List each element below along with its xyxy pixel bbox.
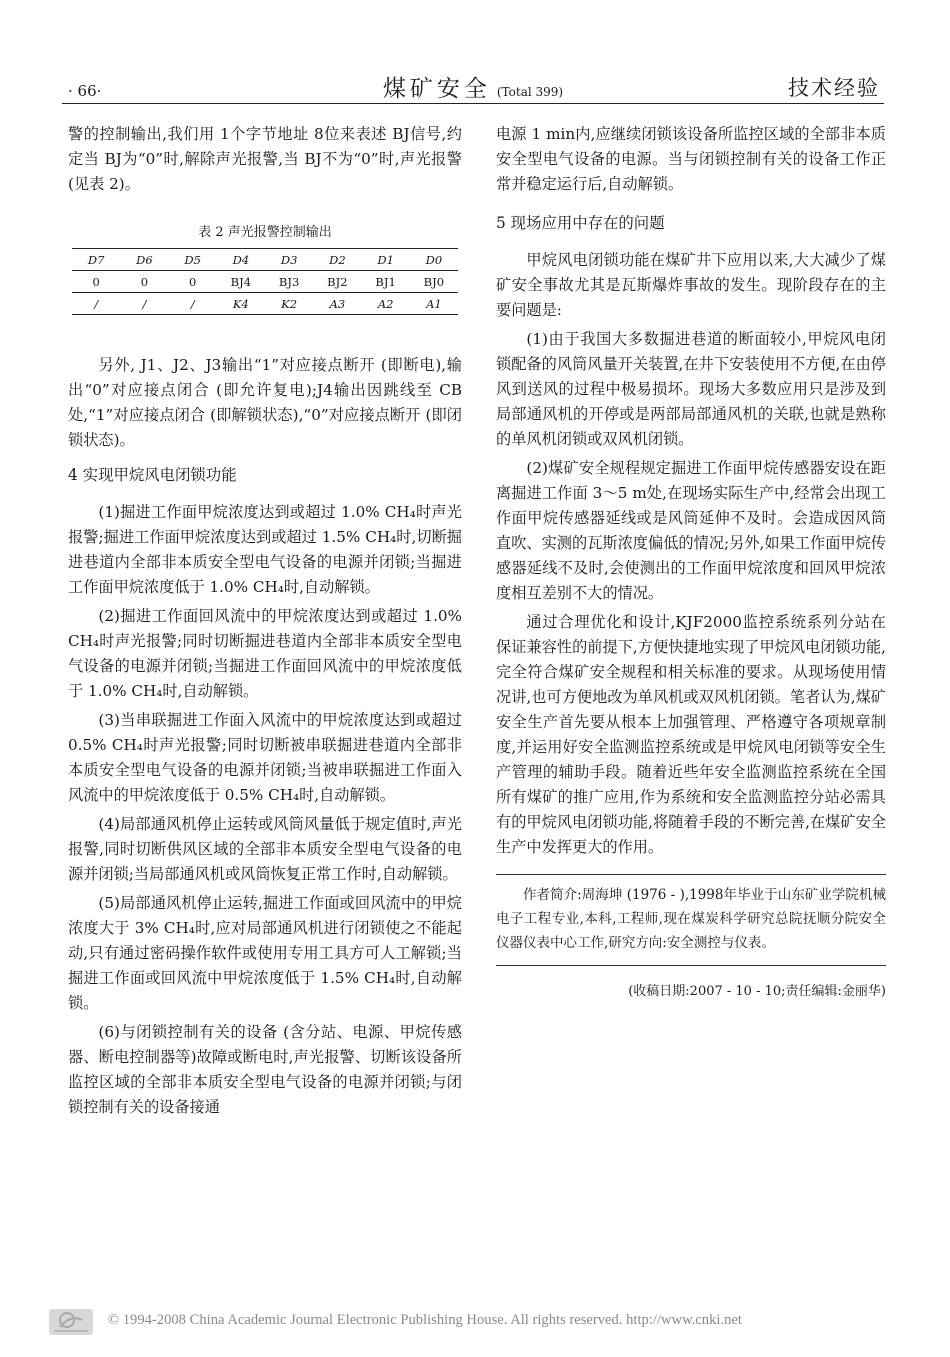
table-cell: D1 (362, 249, 410, 271)
list-item: (3)当串联掘进工作面入风流中的甲烷浓度达到或超过 0.5% CH₄时声光报警;同时切断被串联掘进巷道内全部非本质安全型电气设备的电源并闭锁;当被串联掘进工作面入风流中的甲烷浓度低于 0.5% CH₄时,自动解锁。 (68, 711, 462, 804)
table-cell: D3 (265, 249, 313, 271)
journal-header (62, 70, 884, 103)
table-cell: D5 (169, 249, 217, 271)
table-row (72, 293, 458, 315)
bio-rule-top (496, 874, 886, 875)
table-cell: / (120, 293, 168, 315)
table-row (72, 271, 458, 293)
table-cell: D0 (410, 249, 458, 271)
paragraph-continued: 电源 1 min内,应继续闭锁该设备所监控区域的全部非本质安全型电气设备的电源。当与闭锁控制有关的设备工作正常并稳定运行后,自动解锁。 (496, 125, 886, 193)
table-cell: BJ4 (230, 275, 252, 289)
bio-rule-bottom (496, 965, 886, 966)
table-cell: K2 (265, 293, 313, 315)
table-cell: A1 (410, 293, 458, 315)
list-item: (2)掘进工作面回风流中的甲烷浓度达到或超过 1.0% CH₄时声光报警;同时切断掘进巷道内全部非本质安全型电气设备的电源并闭锁;当掘进工作面回风流中的甲烷浓度低于 1.0% CH₄时,自动解锁。 (68, 607, 462, 700)
paragraph-relay-outputs: 另外, J1、J2、J3输出“1”对应接点断开 (即断电),输出“0”对应接点闭合 (即允许复电);J4输出因跳线至 CB处,“1”对应接点闭合 (即解锁状态),“0”对应接点断开 (即闭锁状态)。 (68, 356, 462, 449)
list-item: (1)由于我国大多数掘进巷道的断面较小,甲烷风电闭锁配备的风筒风量开关装置,在井下安装使用不方便,在由停风到送风的过程中极易损坏。现场大多数应用只是涉及到局部通风机的开停或是两部局部通风机的关联,也就是熟称的单风机闭锁或双风机闭锁。 (496, 330, 886, 448)
table-cell: D4 (217, 249, 265, 271)
table-cell: D7 (72, 249, 120, 271)
table-cell: BJ1 (375, 275, 396, 289)
table-cell: 0 (92, 275, 100, 289)
list-item: (6)与闭锁控制有关的设备 (含分站、电源、甲烷传感器、断电控制器等)故障或断电时,声光报警、切断该设备所监控区域的全部非本质安全型电气设备的电源并闭锁;与闭锁控制有关的设备接通 (68, 1023, 462, 1116)
paragraph-bj-signal: 警的控制输出,我们用 1个字节地址 8位来表述 BJ信号,约定当 BJ为“0”时,解除声光报警,当 BJ不为“0”时,声光报警 (见表 2)。 (68, 125, 462, 193)
table-cell: BJ3 (278, 275, 300, 289)
table-cell: BJ0 (423, 275, 445, 289)
left-column (68, 122, 462, 1120)
list-item: (1)掘进工作面甲烷浓度达到或超过 1.0% CH₄时声光报警;掘进工作面甲烷浓度达到或超过 1.5% CH₄时,切断掘进巷道内全部非本质安全型电气设备的电源并闭锁;当掘进工作面甲烷浓度低于 1.0% CH₄时,自动解锁。 (68, 503, 462, 596)
table-cell: D6 (120, 249, 168, 271)
table-cell: D2 (313, 249, 361, 271)
table-caption: 表 2 声光报警控制输出 (198, 225, 332, 240)
list-item: (2)煤矿安全规程规定掘进工作面甲烷传感器安设在距离掘进工作面 3～5 m处,在现场实际生产中,经常会出现工作面甲烷传感器延线或是风筒延伸不及时。会造成因风筒直吹、实测的瓦斯浓度偏低的情况;另外,如果工作面甲烷传感器延线不及时,会使测出的工作面甲烷浓度和回风甲烷浓度相互差别不大的情况。 (496, 459, 886, 602)
alarm-output-table (72, 248, 458, 315)
journal-title: 煤矿安全 (382, 76, 491, 102)
paragraph-intro: 甲烷风电闭锁功能在煤矿井下应用以来,大大减少了煤矿安全事故尤其是瓦斯爆炸事故的发生。现阶段存在的主要问题是: (496, 251, 886, 319)
list-item: (4)局部通风机停止运转或风筒风量低于规定值时,声光报警,同时切断供风区域的全部非本质安全型电气设备的电源并闭锁;当局部通风机或风筒恢复正常工作时,自动解锁。 (68, 815, 462, 883)
table-cell: / (72, 293, 120, 315)
author-bio: 作者简介:周海坤 (1976 - ),1998年毕业于山东矿业学院机械电子工程专业,本科,工程师,现在煤炭科学研究总院抚顺分院安全仪器仪表中心工作,研究方向:安全测控与仪表。 (496, 887, 886, 951)
table-cell: 0 (188, 275, 197, 289)
list-item: (5)局部通风机停止运转,掘进工作面或回风流中的甲烷浓度大于 3% CH₄时,应对局部通风机进行闭锁使之不能起动,只有通过密码操作软件或使用专用工具方可人工解锁;当掘进工作面或回风流中甲烷浓度低于 1.5% CH₄时,自动解锁。 (68, 894, 462, 1012)
table-cell: / (169, 293, 217, 315)
cnki-logo-icon (48, 1308, 94, 1336)
table-cell: A3 (313, 293, 361, 315)
paragraph-conclusion: 通过合理优化和设计,KJF2000监控系统系列分站在保证兼容性的前提下,方便快捷地实现了甲烷风电闭锁功能,完全符合煤矿安全规程和相关标准的要求。从现场使用情况讲,也可方便地改为单风机或双风机闭锁。笔者认为,煤矿安全生产首先要从根本上加强管理、严格遵守各项规章制度,并运用好安全监测监控系统或是甲烷风电闭锁等安全生产管理的辅助手段。随着近些年安全监测监控系统在全国所有煤矿的推广应用,作为系统和安全监测监控分站必需具有的甲烷风电闭锁功能,将随着手段的不断完善,在煤矿安全生产中发挥更大的作用。 (496, 613, 886, 856)
table-header-row (72, 249, 458, 271)
section-4-heading: 4 实现甲烷风电闭锁功能 (68, 466, 237, 484)
page-footer (48, 1306, 868, 1340)
section-5-heading: 5 现场应用中存在的问题 (496, 214, 665, 232)
total-issue: (Total 399) (496, 85, 564, 99)
page-header (62, 66, 884, 102)
table-cell: K4 (217, 293, 265, 315)
page-number: · 66· (68, 82, 102, 100)
right-column (496, 122, 886, 1002)
received-date: (收稿日期:2007 - 10 - 10;责任编辑:金丽华) (628, 984, 886, 999)
table-cell: BJ2 (327, 275, 348, 289)
header-rule (62, 103, 884, 104)
copyright-notice: © 1994-2008 China Academic Journal Electronic Publishing House. All rights reserved. http://www.cnki.net (108, 1312, 742, 1328)
section-name: 技术经验 (788, 76, 880, 100)
table-cell: A2 (362, 293, 410, 315)
table-cell: 0 (140, 275, 149, 289)
